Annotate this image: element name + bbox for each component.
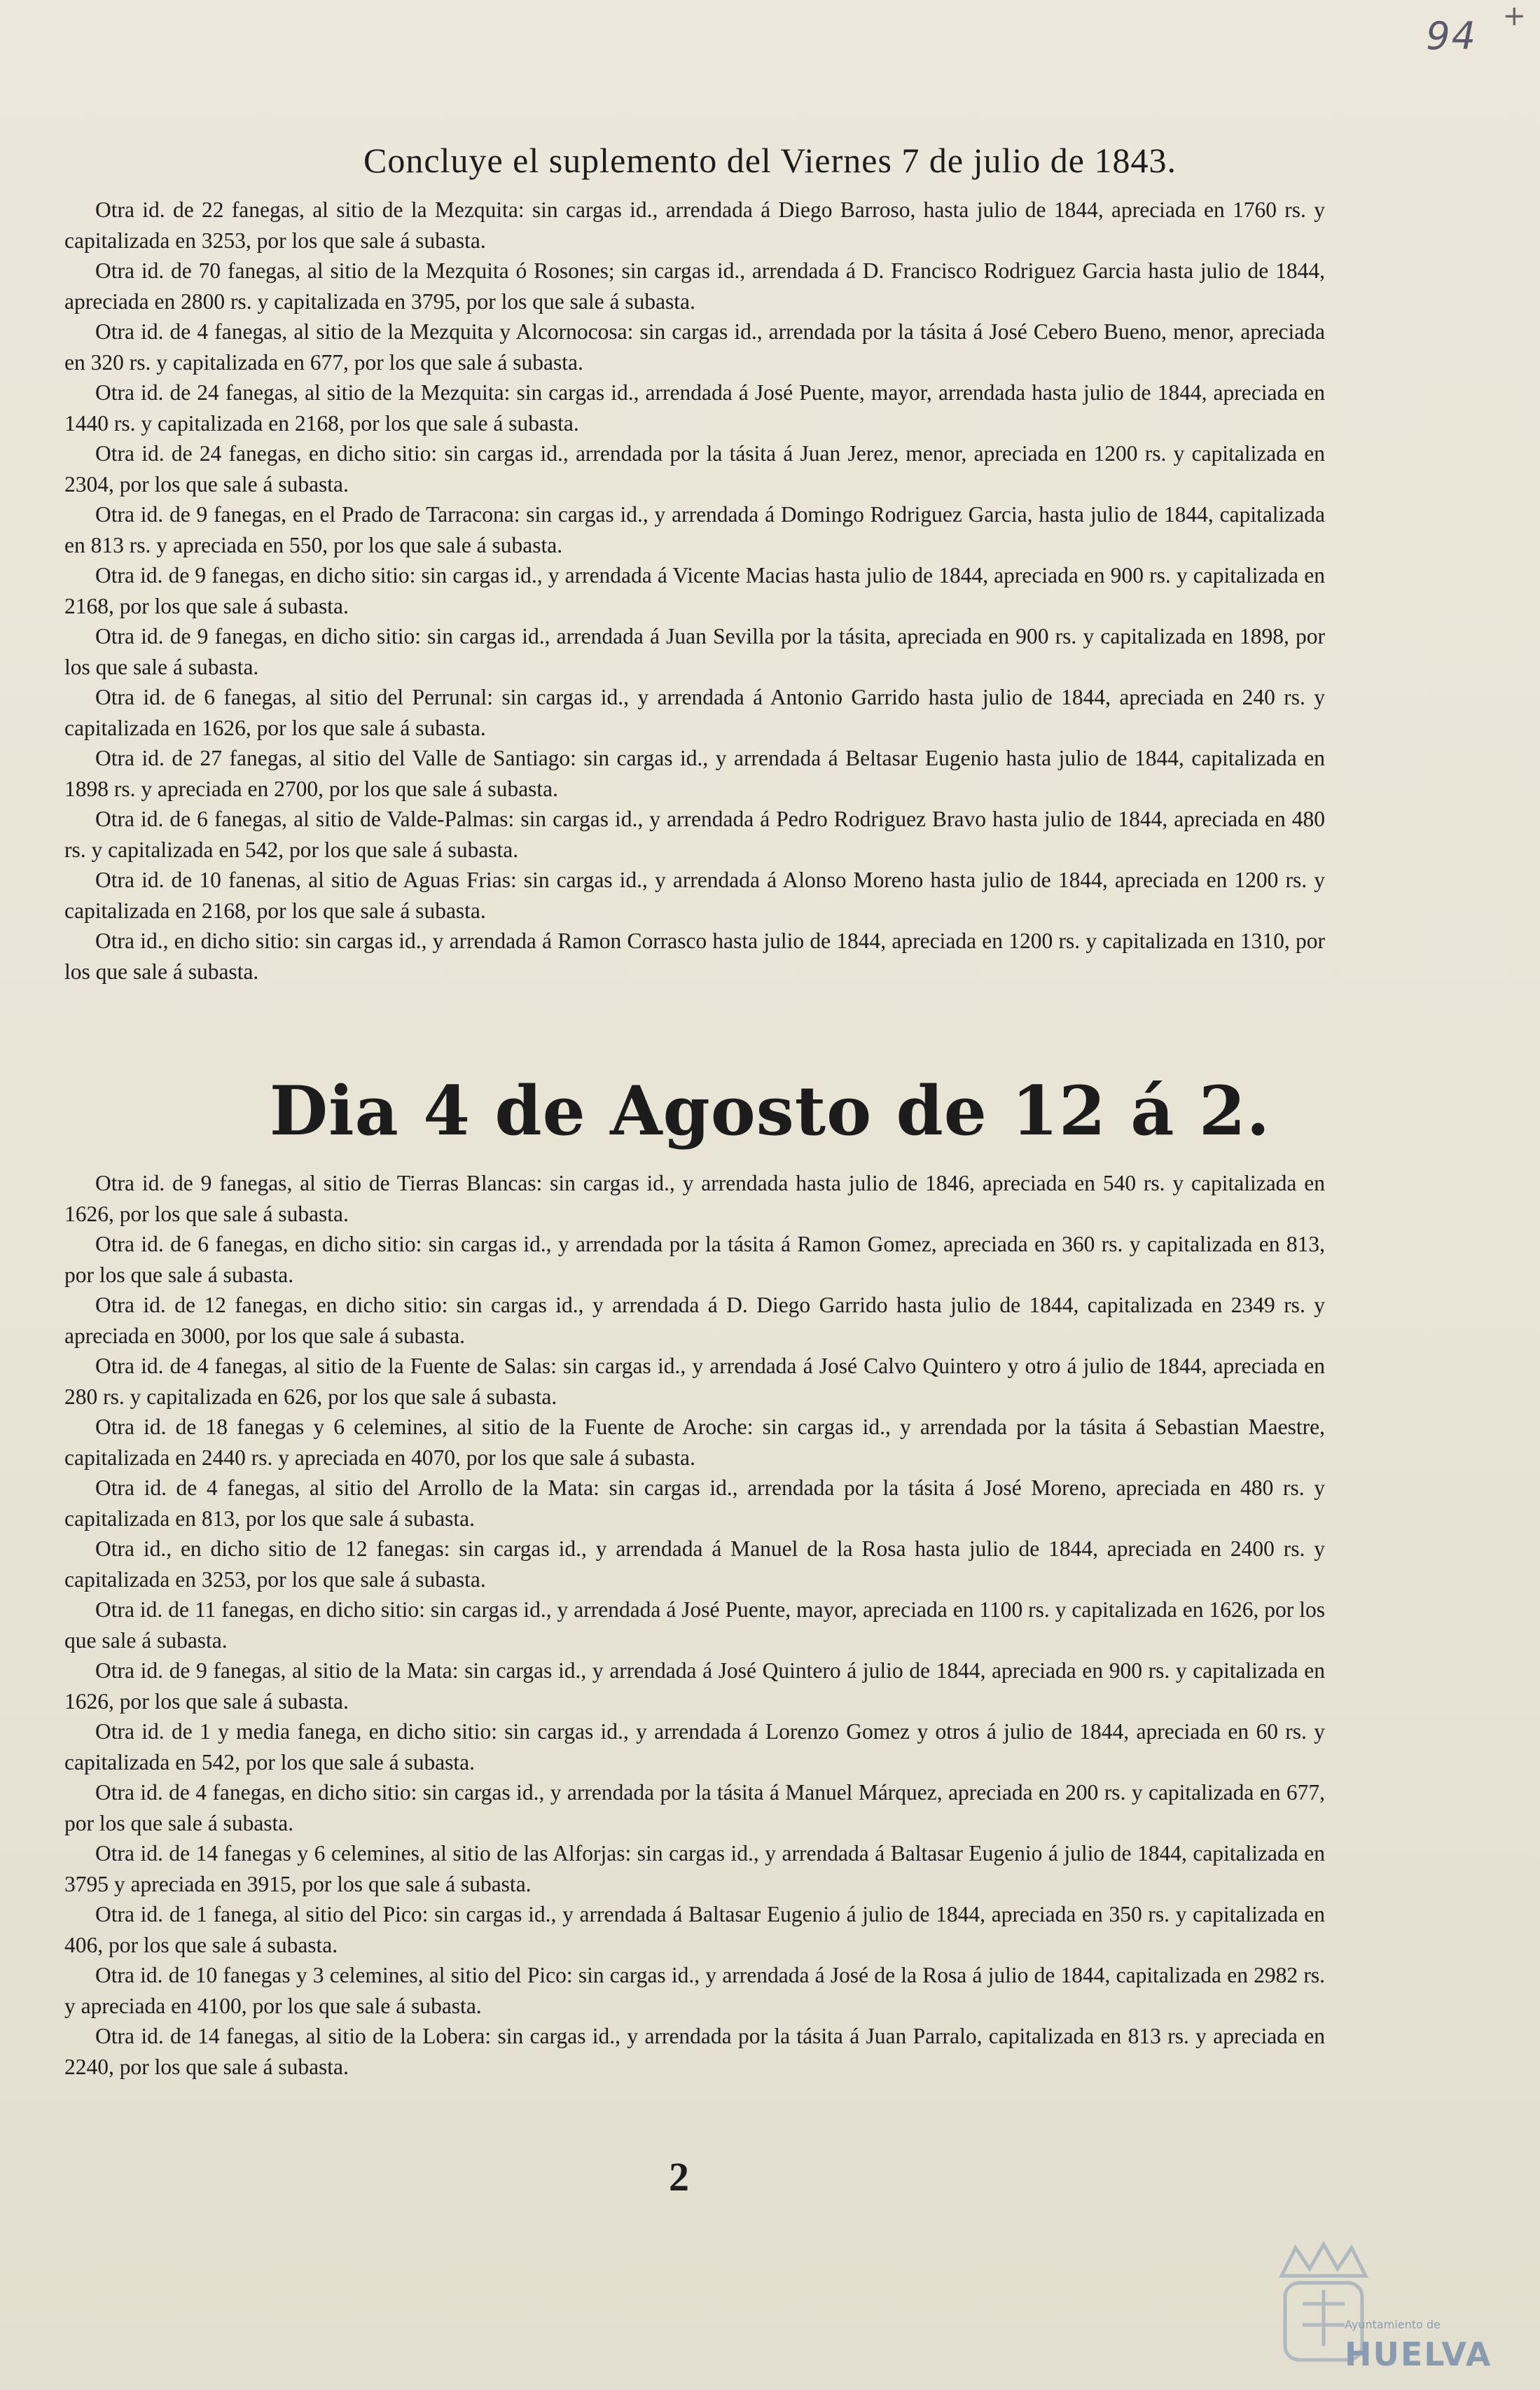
entry: Otra id. de 4 fanegas, al sitio de la Fuente de Salas: sin cargas id., y arrendada á José Calvo Quintero y otro á julio de 1844, apreciada en 280 rs. y capitalizada en 626, por los que sale á subasta.: [64, 1354, 1325, 1409]
entry: Otra id. de 22 fanegas, al sitio de la Mezquita: sin cargas id., arrendada á Diego Barroso, hasta julio de 1844, apreciada en 1760 rs. y capitalizada en 3253, por los que sale á subasta.: [64, 197, 1325, 253]
entries-after: [64, 1168, 1325, 2082]
page-title: Concluye el suplemento del Viernes 7 de julio de 1843.: [363, 141, 1177, 180]
entry: Otra id. de 24 fanegas, al sitio de la Mezquita: sin cargas id., arrendada á José Puente, mayor, arrendada hasta julio de 1844, apreciada en 1440 rs. y capitalizada en 2168, por los que sale á subasta.: [64, 380, 1325, 436]
entry: Otra id. de 24 fanegas, en dicho sitio: sin cargas id., arrendada por la tásita á Juan Jerez, menor, apreciada en 1200 rs. y capitalizada en 2304, por los que sale á subasta.: [64, 441, 1325, 496]
entry: Otra id. de 12 fanegas, en dicho sitio: sin cargas id., y arrendada á D. Diego Garrido hasta julio de 1844, capitalizada en 2349 rs. y apreciada en 3000, por los que sale á subasta.: [64, 1293, 1325, 1348]
entry: Otra id. de 6 fanegas, al sitio de Valde-Palmas: sin cargas id., y arrendada á Pedro Rodriguez Bravo hasta julio de 1844, apreciada en 480 rs. y capitalizada en 542, por los que sale á subasta.: [64, 807, 1325, 862]
entries-before: [64, 195, 1325, 987]
entry: Otra id. de 9 fanegas, al sitio de la Mata: sin cargas id., y arrendada á José Quintero á julio de 1844, apreciada en 900 rs. y capitalizada en 1626, por los que sale á subasta.: [64, 1658, 1325, 1714]
entry: Otra id. de 18 fanegas y 6 celemines, al sitio de la Fuente de Aroche: sin cargas id., y arrendada por la tásita á Sebastian Maestre, capitalizada en 2440 rs. y apreciada en 4070, por los que sale á subasta.: [64, 1415, 1325, 1470]
entry: Otra id. de 4 fanegas, al sitio del Arrollo de la Mata: sin cargas id., arrendada por la tásita á José Moreno, apreciada en 480 rs. y capitalizada en 813, por los que sale á subasta.: [64, 1475, 1325, 1531]
entry: Otra id. de 10 fanenas, al sitio de Aguas Frias: sin cargas id., y arrendada á Alonso Moreno hasta julio de 1844, apreciada en 1200 rs. y capitalizada en 2168, por los que sale á subasta.: [64, 868, 1325, 923]
entry: Otra id. de 1 fanega, al sitio del Pico: sin cargas id., y arrendada á Baltasar Eugenio á julio de 1844, apreciada en 350 rs. y capitalizada en 406, por los que sale á subasta.: [64, 1902, 1325, 1957]
entry: Otra id. de 6 fanegas, al sitio del Perrunal: sin cargas id., y arrendada á Antonio Garrido hasta julio de 1844, apreciada en 240 rs. y capitalizada en 1626, por los que sale á subasta.: [64, 685, 1325, 740]
page-number: 2: [669, 2154, 689, 2200]
entry: Otra id. de 1 y media fanega, en dicho sitio: sin cargas id., y arrendada á Lorenzo Gomez y otros á julio de 1844, apreciada en 60 rs. y capitalizada en 542, por los que sale á subasta.: [64, 1719, 1325, 1774]
entry: Otra id. de 6 fanegas, en dicho sitio: sin cargas id., y arrendada por la tásita á Ramon Gomez, apreciada en 360 rs. y capitalizada en 813, por los que sale á subasta.: [64, 1232, 1325, 1287]
entry: Otra id., en dicho sitio: sin cargas id., y arrendada á Ramon Corrasco hasta julio de 1844, apreciada en 1200 rs. y capitalizada en 1310, por los que sale á subasta.: [64, 929, 1325, 984]
entry: Otra id. de 10 fanegas y 3 celemines, al sitio del Pico: sin cargas id., y arrendada á José de la Rosa á julio de 1844, capitalizada en 2982 rs. y apreciada en 4100, por los que sale á subasta.: [64, 1963, 1325, 2018]
watermark-subtitle: Ayuntamiento de: [1345, 2318, 1441, 2331]
entry: Otra id. de 14 fanegas y 6 celemines, al sitio de las Alforjas: sin cargas id., y arrendada á Baltasar Eugenio á julio de 1844, capitalizada en 3795 y apreciada en 3915, por los que sale á subasta.: [64, 1841, 1325, 1896]
entry: Otra id. de 11 fanegas, en dicho sitio: sin cargas id., y arrendada á José Puente, mayor, apreciada en 1100 rs. y capitalizada en 1626, por los que sale á subasta.: [64, 1597, 1325, 1653]
corner-mark: +: [1502, 0, 1526, 32]
entry: Otra id. de 9 fanegas, al sitio de Tierras Blancas: sin cargas id., y arrendada hasta julio de 1846, apreciada en 540 rs. y capitalizada en 1626, por los que sale á subasta.: [64, 1171, 1325, 1226]
entry: Otra id. de 27 fanegas, al sitio del Valle de Santiago: sin cargas id., y arrendada á Beltasar Eugenio hasta julio de 1844, capitalizada en 1898 rs. y apreciada en 2700, por los que sale á subasta.: [64, 746, 1325, 801]
entry: Otra id. de 9 fanegas, en dicho sitio: sin cargas id., y arrendada á Vicente Macias hasta julio de 1844, apreciada en 900 rs. y capitalizada en 2168, por los que sale á subasta.: [64, 563, 1325, 618]
entry: Otra id. de 9 fanegas, en dicho sitio: sin cargas id., arrendada á Juan Sevilla por la tásita, apreciada en 900 rs. y capitalizada en 1898, por los que sale á subasta.: [64, 624, 1325, 679]
section-heading: Dia 4 de Agosto de 12 á 2.: [269, 1071, 1271, 1151]
entry: Otra id., en dicho sitio de 12 fanegas: sin cargas id., y arrendada á Manuel de la Rosa hasta julio de 1844, apreciada en 2400 rs. y capitalizada en 3253, por los que sale á subasta.: [64, 1536, 1325, 1592]
entry: Otra id. de 4 fanegas, al sitio de la Mezquita y Alcornocosa: sin cargas id., arrendada por la tásita á José Cebero Bueno, menor, apreciada en 320 rs. y capitalizada en 677, por los que sale á subasta.: [64, 319, 1325, 375]
watermark-name: HUELVA: [1345, 2335, 1492, 2373]
entry: Otra id. de 70 fanegas, al sitio de la Mezquita ó Rosones; sin cargas id., arrendada á D. Francisco Rodriguez Garcia hasta julio de 1844, apreciada en 2800 rs. y capitalizada en 3795, por los que sale á subasta.: [64, 258, 1325, 314]
entry: Otra id. de 14 fanegas, al sitio de la Lobera: sin cargas id., y arrendada por la tásita á Juan Parralo, capitalizada en 813 rs. y apreciada en 2240, por los que sale á subasta.: [64, 2024, 1325, 2079]
entry: Otra id. de 4 fanegas, en dicho sitio: sin cargas id., y arrendada por la tásita á Manuel Márquez, apreciada en 200 rs. y capitalizada en 677, por los que sale á subasta.: [64, 1780, 1325, 1835]
folio-number: 94: [1426, 14, 1477, 58]
entry: Otra id. de 9 fanegas, en el Prado de Tarracona: sin cargas id., y arrendada á Domingo Rodriguez Garcia, hasta julio de 1844, capitalizada en 813 rs. y apreciada en 550, por los que sale á subasta.: [64, 502, 1325, 557]
